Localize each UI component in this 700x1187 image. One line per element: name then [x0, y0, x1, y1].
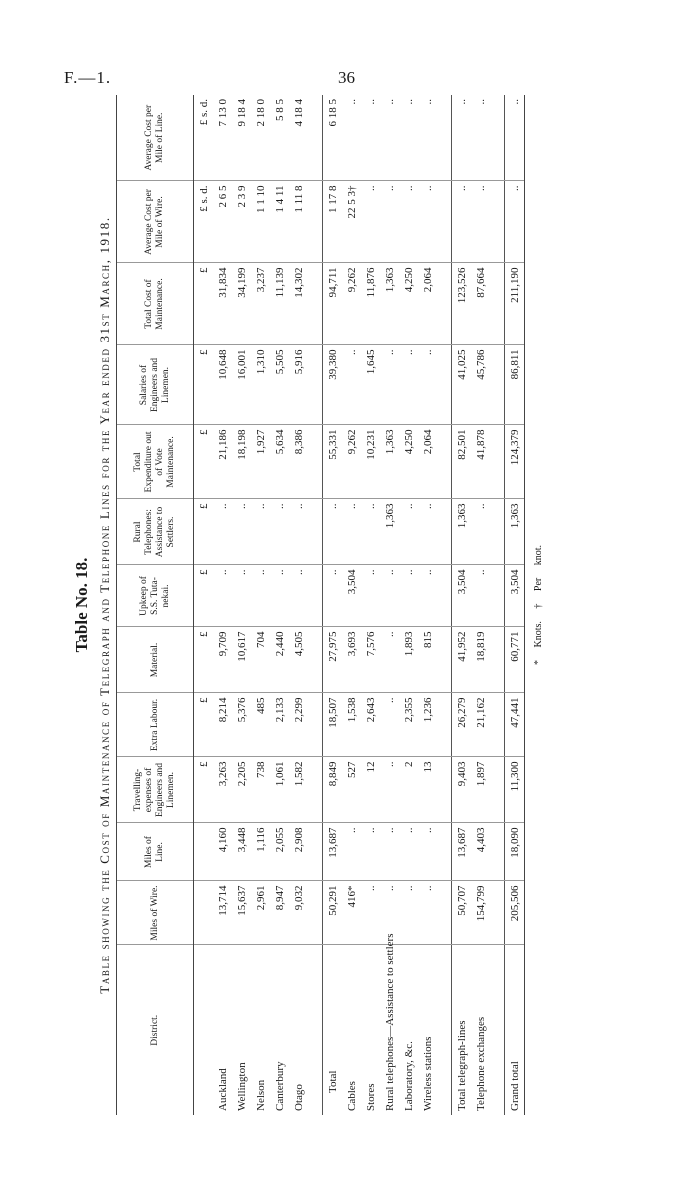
- value-cell: 2,355: [399, 693, 418, 757]
- table-footnote: * Knots. † Per knot.: [533, 545, 544, 665]
- value-cell: 4,250: [399, 263, 418, 345]
- value-cell: ..: [505, 95, 525, 181]
- value-cell: 5,634: [270, 425, 289, 499]
- spacer-cell: [490, 881, 505, 945]
- value-cell: 9,403: [452, 757, 472, 823]
- value-cell: ..: [471, 181, 490, 263]
- spacer-row: [437, 95, 452, 1115]
- column-header: District.: [117, 945, 194, 1115]
- value-cell: 86,811: [505, 345, 525, 425]
- value-cell: 3,448: [232, 823, 251, 881]
- value-cell: ..: [380, 693, 399, 757]
- value-cell: ..: [399, 565, 418, 627]
- value-cell: 1,893: [399, 627, 418, 693]
- column-header: Rural Telephones: Assistance to Settlers.: [117, 499, 194, 565]
- value-cell: ..: [342, 345, 361, 425]
- spacer-cell: [308, 263, 323, 345]
- value-cell: 10,231: [361, 425, 380, 499]
- value-cell: ..: [251, 499, 270, 565]
- value-cell: ..: [361, 881, 380, 945]
- value-cell: 416*: [342, 881, 361, 945]
- spacer-cell: [308, 881, 323, 945]
- value-cell: 14,302: [289, 263, 308, 345]
- value-cell: 4,250: [399, 425, 418, 499]
- district-cell: Grand total: [505, 945, 525, 1115]
- value-cell: 26,279: [452, 693, 472, 757]
- value-cell: 3,237: [251, 263, 270, 345]
- value-cell: ..: [399, 181, 418, 263]
- value-cell: 2,643: [361, 693, 380, 757]
- value-cell: 2 3 9: [232, 181, 251, 263]
- value-cell: 7,576: [361, 627, 380, 693]
- spacer-cell: [308, 945, 323, 1115]
- value-cell: 1,897: [471, 757, 490, 823]
- value-cell: ..: [289, 565, 308, 627]
- value-cell: ..: [361, 499, 380, 565]
- value-cell: 9,262: [342, 263, 361, 345]
- value-cell: 2,064: [418, 263, 437, 345]
- table-body: [194, 95, 525, 1115]
- value-cell: ..: [342, 499, 361, 565]
- value-cell: ..: [323, 565, 343, 627]
- value-cell: 9,032: [289, 881, 308, 945]
- value-cell: 13,687: [323, 823, 343, 881]
- table-row: [471, 95, 490, 1115]
- value-cell: ..: [418, 499, 437, 565]
- column-header: Miles of Line.: [117, 823, 194, 881]
- value-cell: 9,709: [213, 627, 232, 693]
- value-cell: ..: [399, 95, 418, 181]
- column-header: Average Cost per Mile of Wire.: [117, 181, 194, 263]
- spacer-cell: [308, 345, 323, 425]
- value-cell: 1,538: [342, 693, 361, 757]
- table-row: [213, 95, 232, 1115]
- table-row: [452, 95, 472, 1115]
- value-cell: 485: [251, 693, 270, 757]
- spacer-cell: [490, 425, 505, 499]
- table-row: [323, 95, 343, 1115]
- value-cell: 8,947: [270, 881, 289, 945]
- value-cell: 15,637: [232, 881, 251, 945]
- value-cell: 3,263: [213, 757, 232, 823]
- value-cell: 3,504: [342, 565, 361, 627]
- table-row: [399, 95, 418, 1115]
- spacer-cell: [437, 425, 452, 499]
- value-cell: £: [194, 565, 214, 627]
- spacer-cell: [308, 757, 323, 823]
- value-cell: £: [194, 345, 214, 425]
- value-cell: £ s. d.: [194, 95, 214, 181]
- value-cell: 16,001: [232, 345, 251, 425]
- value-cell: ..: [289, 499, 308, 565]
- value-cell: 8,214: [213, 693, 232, 757]
- value-cell: 2,961: [251, 881, 270, 945]
- value-cell: ..: [232, 499, 251, 565]
- value-cell: 18,507: [323, 693, 343, 757]
- table-number: Table No. 18.: [72, 557, 91, 653]
- page-number: 36: [338, 68, 355, 87]
- spacer-cell: [308, 499, 323, 565]
- table-row: [505, 95, 525, 1115]
- value-cell: ..: [505, 181, 525, 263]
- column-header: Upkeep of S.S. Tuta-nekai.: [117, 565, 194, 627]
- page-identifier: F.—1.: [64, 68, 112, 87]
- spacer-cell: [490, 95, 505, 181]
- value-cell: 82,501: [452, 425, 472, 499]
- value-cell: 2 6 5: [213, 181, 232, 263]
- spacer-cell: [308, 823, 323, 881]
- table-title: Table showing the Cost of Maintenance of Telegraph and Telephone Lines for the Year ended 31st March, 1918.: [97, 216, 112, 994]
- district-cell: Nelson: [254, 1079, 267, 1111]
- district-cell: Auckland: [216, 1068, 229, 1111]
- spacer-cell: [437, 627, 452, 693]
- spacer-cell: [437, 345, 452, 425]
- value-cell: 41,025: [452, 345, 472, 425]
- value-cell: ..: [452, 181, 472, 263]
- value-cell: ..: [213, 499, 232, 565]
- value-cell: 21,186: [213, 425, 232, 499]
- column-header: Average Cost per Mile of Line.: [117, 95, 194, 181]
- value-cell: 18,819: [471, 627, 490, 693]
- spacer-cell: [490, 627, 505, 693]
- value-cell: £: [194, 627, 214, 693]
- value-cell: ..: [399, 881, 418, 945]
- column-header: Total Expenditure out of Vote Maintenance.: [117, 425, 194, 499]
- value-cell: ..: [380, 95, 399, 181]
- value-cell: 39,380: [323, 345, 343, 425]
- value-cell: ..: [418, 823, 437, 881]
- table-row: [289, 95, 308, 1115]
- spacer-cell: [490, 499, 505, 565]
- value-cell: ..: [380, 881, 399, 945]
- spacer-cell: [490, 823, 505, 881]
- value-cell: 2,205: [232, 757, 251, 823]
- rotated-table-block: [70, 95, 630, 1115]
- value-cell: 87,664: [471, 263, 490, 345]
- district-cell: Telephone exchanges: [474, 1016, 487, 1111]
- value-cell: £ s. d.: [194, 181, 214, 263]
- value-cell: 60,771: [505, 627, 525, 693]
- value-cell: 211,190: [505, 263, 525, 345]
- value-cell: 2,055: [270, 823, 289, 881]
- value-cell: 34,199: [232, 263, 251, 345]
- value-cell: ..: [380, 627, 399, 693]
- district-cell: Total telegraph-lines: [452, 945, 472, 1115]
- value-cell: 7 13 0: [213, 95, 232, 181]
- spacer-cell: [490, 945, 505, 1115]
- district-cell: [194, 945, 214, 1115]
- value-cell: ..: [418, 95, 437, 181]
- spacer-cell: [308, 425, 323, 499]
- value-cell: 10,617: [232, 627, 251, 693]
- value-cell: 1,236: [418, 693, 437, 757]
- value-cell: 10,648: [213, 345, 232, 425]
- district-cell: Total: [323, 945, 343, 1115]
- value-cell: 13,714: [213, 881, 232, 945]
- value-cell: ..: [399, 345, 418, 425]
- spacer-cell: [490, 263, 505, 345]
- value-cell: ..: [399, 499, 418, 565]
- value-cell: £: [194, 499, 214, 565]
- value-cell: ..: [471, 499, 490, 565]
- value-cell: 55,331: [323, 425, 343, 499]
- district-cell: Rural telephones—Assistance to settlers: [383, 933, 396, 1111]
- value-cell: ..: [251, 565, 270, 627]
- value-cell: ..: [418, 881, 437, 945]
- value-cell: 1,363: [452, 499, 472, 565]
- column-header: Travelling-expenses of Engineers and Linemen.: [117, 757, 194, 823]
- value-cell: ..: [418, 565, 437, 627]
- value-cell: 815: [418, 627, 437, 693]
- value-cell: ..: [471, 95, 490, 181]
- value-cell: 2: [399, 757, 418, 823]
- value-cell: ..: [452, 95, 472, 181]
- spacer-cell: [437, 95, 452, 181]
- value-cell: 50,291: [323, 881, 343, 945]
- value-cell: 13,687: [452, 823, 472, 881]
- value-cell: ..: [380, 565, 399, 627]
- value-cell: 1,363: [505, 499, 525, 565]
- value-cell: ..: [342, 95, 361, 181]
- value-cell: ..: [380, 823, 399, 881]
- spacer-cell: [490, 345, 505, 425]
- value-cell: 45,786: [471, 345, 490, 425]
- spacer-cell: [490, 693, 505, 757]
- district-cell: Cables: [345, 1081, 358, 1111]
- value-cell: 11,139: [270, 263, 289, 345]
- value-cell: ..: [361, 181, 380, 263]
- value-cell: 3,504: [505, 565, 525, 627]
- value-cell: ..: [418, 345, 437, 425]
- value-cell: 1 17 8: [323, 181, 343, 263]
- value-cell: [194, 881, 214, 945]
- value-cell: 1,310: [251, 345, 270, 425]
- value-cell: 1,363: [380, 425, 399, 499]
- value-cell: ..: [380, 181, 399, 263]
- value-cell: £: [194, 263, 214, 345]
- spacer-cell: [490, 565, 505, 627]
- value-cell: 123,526: [452, 263, 472, 345]
- value-cell: 738: [251, 757, 270, 823]
- spacer-cell: [308, 181, 323, 263]
- value-cell: 1,927: [251, 425, 270, 499]
- district-cell: Laboratory, &c.: [402, 1041, 415, 1111]
- units-row: [194, 95, 214, 1115]
- value-cell: ..: [342, 823, 361, 881]
- value-cell: 1,061: [270, 757, 289, 823]
- table-header-row: [117, 95, 194, 1115]
- value-cell: 5,376: [232, 693, 251, 757]
- value-cell: 1 4 11: [270, 181, 289, 263]
- value-cell: 2,908: [289, 823, 308, 881]
- spacer-cell: [437, 693, 452, 757]
- table-row: [232, 95, 251, 1115]
- value-cell: 124,379: [505, 425, 525, 499]
- table-row: [251, 95, 270, 1115]
- value-cell: ..: [399, 823, 418, 881]
- value-cell: 11,876: [361, 263, 380, 345]
- value-cell: 1,645: [361, 345, 380, 425]
- value-cell: 4,505: [289, 627, 308, 693]
- value-cell: 8,849: [323, 757, 343, 823]
- value-cell: 154,799: [471, 881, 490, 945]
- table-row: [418, 95, 437, 1115]
- value-cell: 1,116: [251, 823, 270, 881]
- spacer-cell: [308, 627, 323, 693]
- value-cell: 5,505: [270, 345, 289, 425]
- value-cell: 2,133: [270, 693, 289, 757]
- value-cell: 5,916: [289, 345, 308, 425]
- value-cell: 2,064: [418, 425, 437, 499]
- spacer-cell: [437, 263, 452, 345]
- value-cell: ..: [418, 181, 437, 263]
- value-cell: 2 18 0: [251, 95, 270, 181]
- column-header: Salaries of Engineers and Linemen.: [117, 345, 194, 425]
- spacer-cell: [437, 757, 452, 823]
- table-row: [342, 95, 361, 1115]
- value-cell: ..: [323, 499, 343, 565]
- district-cell: Canterbury: [273, 1061, 286, 1111]
- value-cell: ..: [270, 565, 289, 627]
- value-cell: 1,363: [380, 499, 399, 565]
- value-cell: 704: [251, 627, 270, 693]
- value-cell: ..: [213, 565, 232, 627]
- value-cell: 4,160: [213, 823, 232, 881]
- spacer-cell: [437, 565, 452, 627]
- column-header: Extra Labour.: [117, 693, 194, 757]
- value-cell: £: [194, 693, 214, 757]
- value-cell: 1,363: [380, 263, 399, 345]
- value-cell: 13: [418, 757, 437, 823]
- spacer-cell: [490, 181, 505, 263]
- value-cell: 27,975: [323, 627, 343, 693]
- column-header: Miles of Wire.: [117, 881, 194, 945]
- value-cell: 9,262: [342, 425, 361, 499]
- value-cell: 21,162: [471, 693, 490, 757]
- district-cell: Wellington: [235, 1062, 248, 1111]
- value-cell: ..: [361, 565, 380, 627]
- value-cell: 18,198: [232, 425, 251, 499]
- spacer-cell: [308, 693, 323, 757]
- spacer-row: [490, 95, 505, 1115]
- value-cell: 205,506: [505, 881, 525, 945]
- spacer-cell: [437, 881, 452, 945]
- value-cell: 18,090: [505, 823, 525, 881]
- column-header: Total Cost of Maintenance.: [117, 263, 194, 345]
- value-cell: 12: [361, 757, 380, 823]
- table-row: [380, 95, 399, 1115]
- spacer-cell: [437, 499, 452, 565]
- value-cell: ..: [380, 757, 399, 823]
- column-header: Material.: [117, 627, 194, 693]
- spacer-row: [308, 95, 323, 1115]
- value-cell: 5 8 5: [270, 95, 289, 181]
- value-cell: ..: [270, 499, 289, 565]
- value-cell: 4 18 4: [289, 95, 308, 181]
- value-cell: 31,834: [213, 263, 232, 345]
- value-cell: ..: [380, 345, 399, 425]
- value-cell: 3,504: [452, 565, 472, 627]
- value-cell: ..: [232, 565, 251, 627]
- value-cell: 8,386: [289, 425, 308, 499]
- maintenance-cost-table: [116, 95, 525, 1115]
- value-cell: 94,711: [323, 263, 343, 345]
- value-cell: ..: [361, 823, 380, 881]
- spacer-cell: [437, 945, 452, 1115]
- value-cell: ..: [471, 565, 490, 627]
- value-cell: 22 5 3†: [342, 181, 361, 263]
- value-cell: 50,707: [452, 881, 472, 945]
- table-row: [270, 95, 289, 1115]
- value-cell: 4,403: [471, 823, 490, 881]
- table-row: [361, 95, 380, 1115]
- value-cell: 2,299: [289, 693, 308, 757]
- district-cell: Stores: [364, 1083, 377, 1111]
- value-cell: 47,441: [505, 693, 525, 757]
- spacer-cell: [308, 565, 323, 627]
- value-cell: 1 11 8: [289, 181, 308, 263]
- spacer-cell: [308, 95, 323, 181]
- value-cell: 41,952: [452, 627, 472, 693]
- value-cell: ..: [361, 95, 380, 181]
- value-cell: £: [194, 757, 214, 823]
- value-cell: 1 1 10: [251, 181, 270, 263]
- value-cell: 6 18 5: [323, 95, 343, 181]
- value-cell: 3,693: [342, 627, 361, 693]
- spacer-cell: [490, 757, 505, 823]
- value-cell: 41,878: [471, 425, 490, 499]
- value-cell: £: [194, 425, 214, 499]
- value-cell: [194, 823, 214, 881]
- spacer-cell: [437, 823, 452, 881]
- spacer-cell: [437, 181, 452, 263]
- district-cell: Wireless stations: [421, 1036, 434, 1111]
- value-cell: 1,582: [289, 757, 308, 823]
- district-cell: Otago: [292, 1084, 305, 1111]
- value-cell: 527: [342, 757, 361, 823]
- value-cell: 9 18 4: [232, 95, 251, 181]
- value-cell: 11,300: [505, 757, 525, 823]
- value-cell: 2,440: [270, 627, 289, 693]
